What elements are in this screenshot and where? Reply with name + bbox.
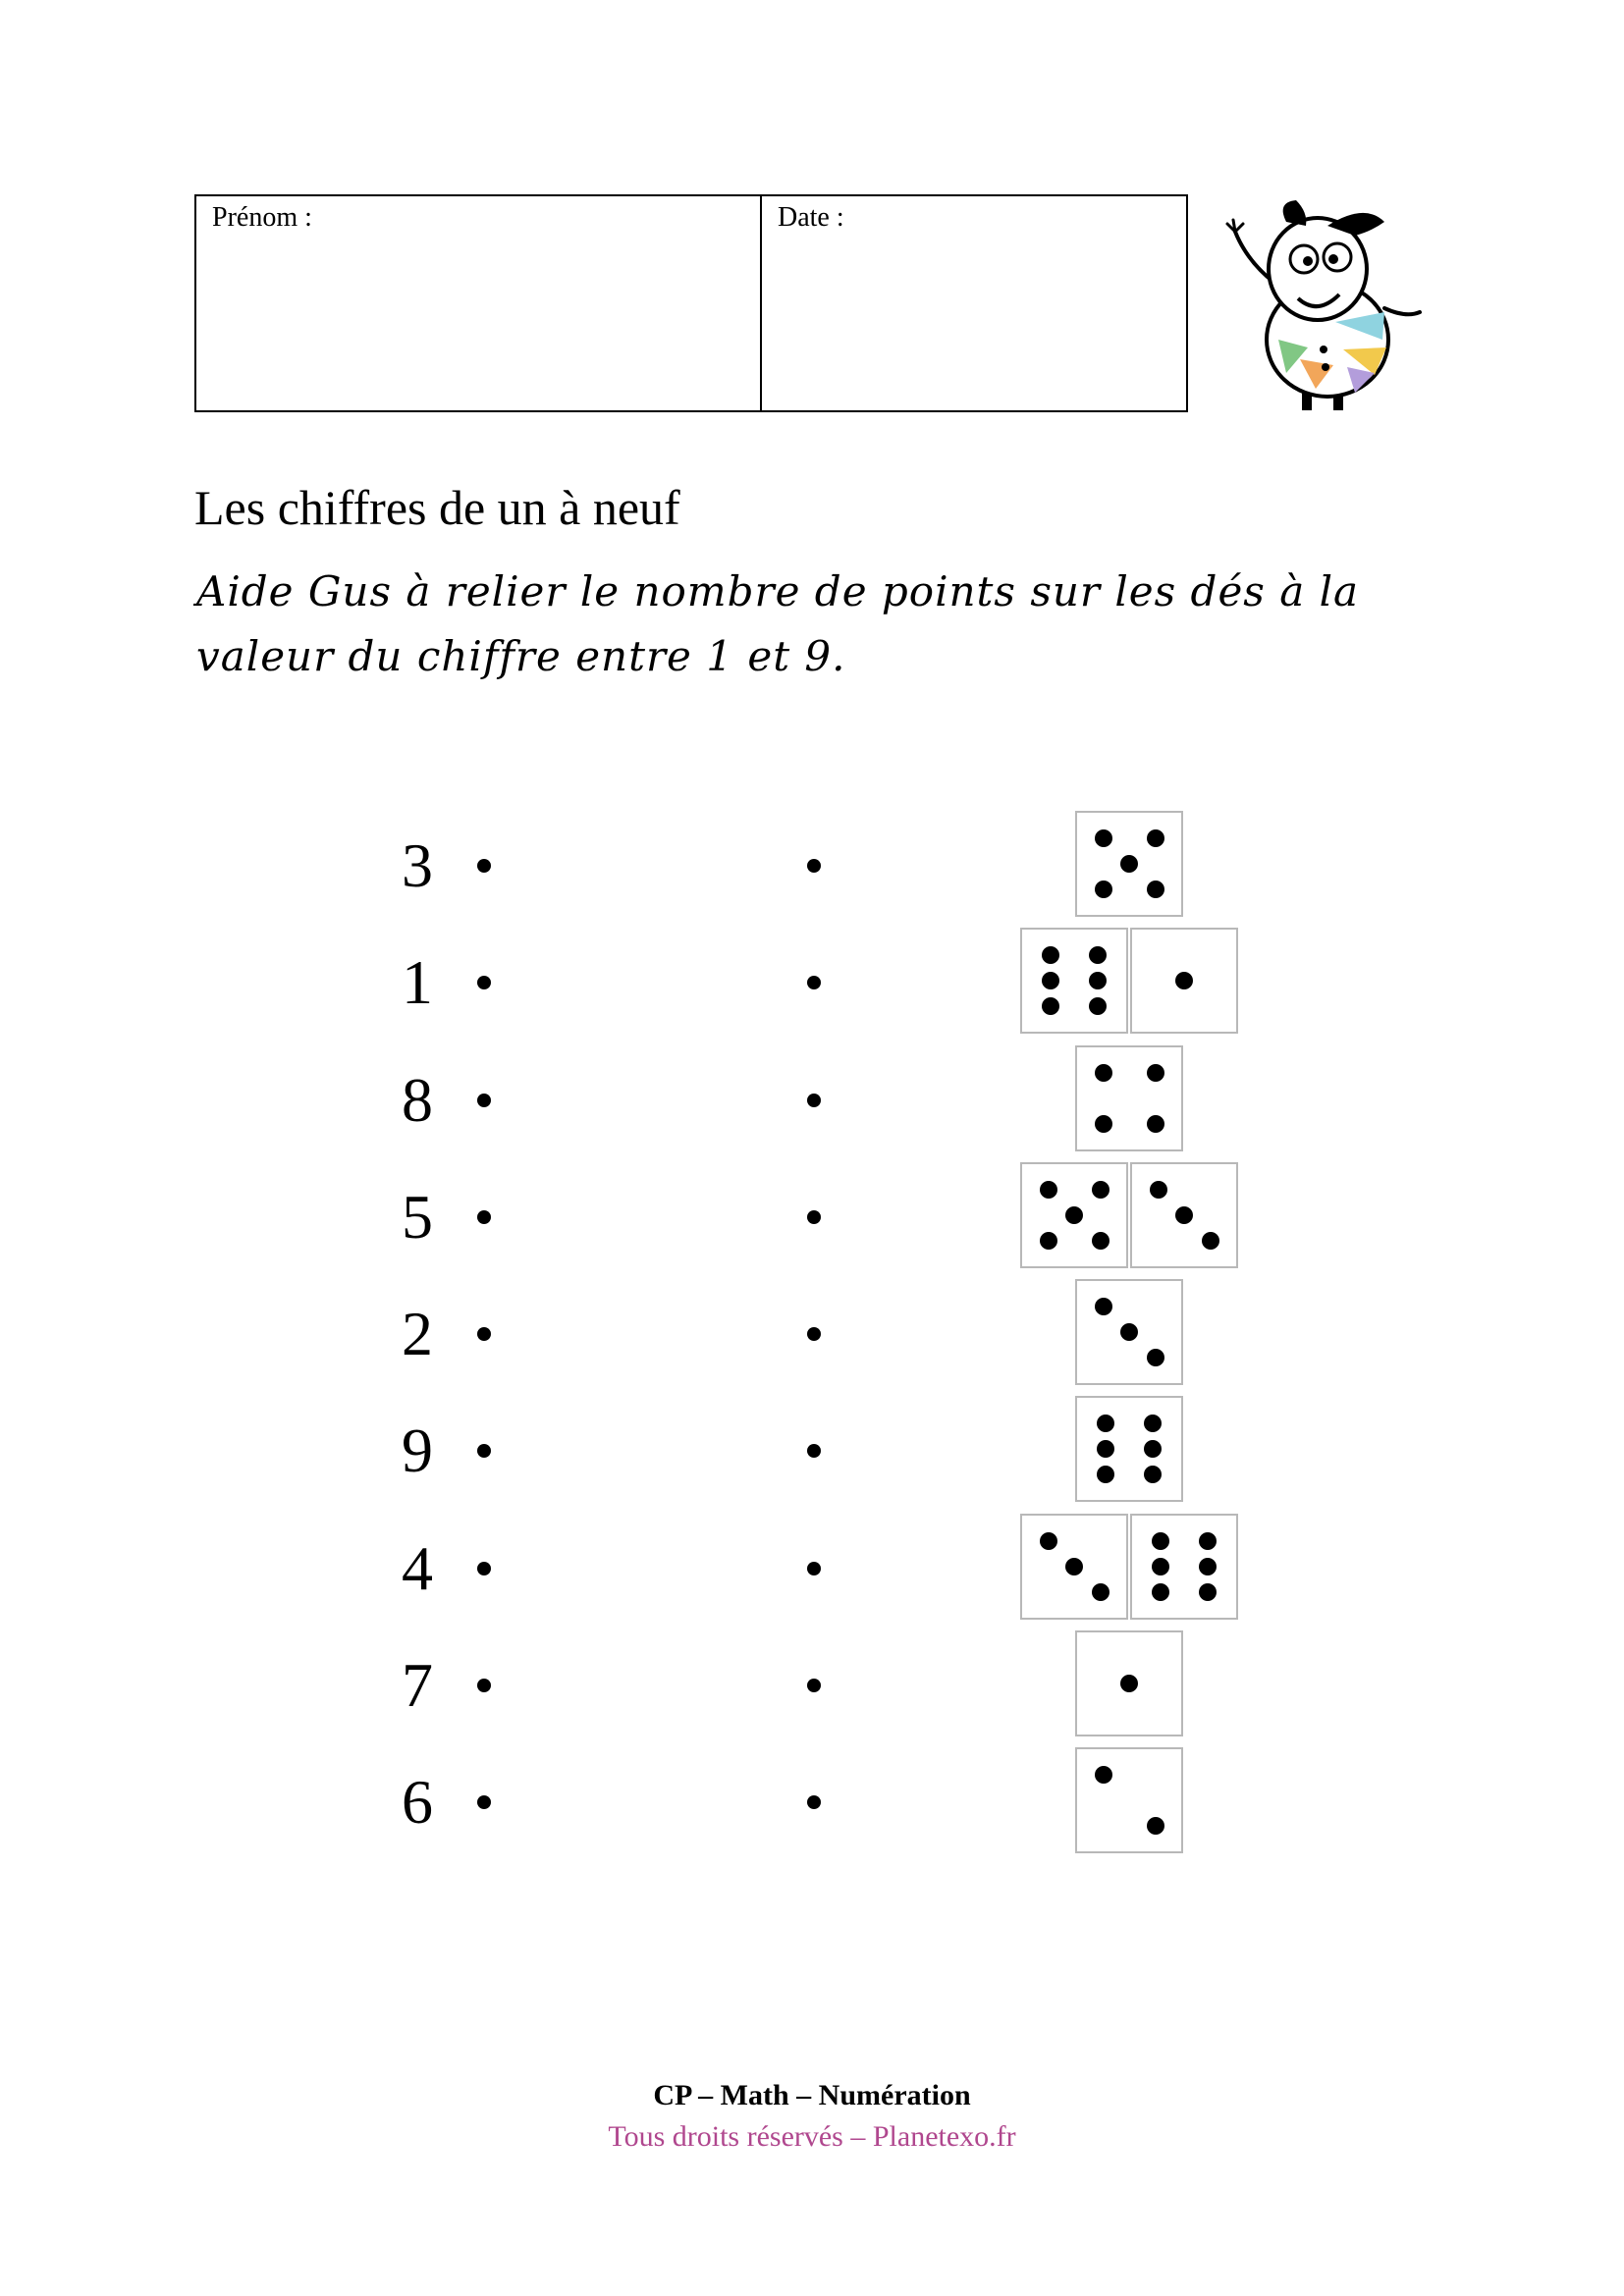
die-pip [1095,1766,1112,1784]
die-pip [1095,1115,1112,1133]
exercise-row [0,924,1624,1041]
die-pip [1097,1440,1114,1458]
die-pip [1152,1532,1169,1550]
die-pip [1097,1415,1114,1432]
die-pip [1120,855,1138,873]
numeral: 4 [402,1532,433,1603]
page-title: Les chiffres de un à neuf [194,480,680,535]
prenom-cell[interactable] [196,196,762,410]
exercise-row [0,1743,1624,1861]
left-connector-dot[interactable] [477,1444,491,1458]
die-pip [1120,1323,1138,1341]
die-pip [1147,1817,1164,1835]
die-face-icon [1075,1630,1183,1736]
left-connector-dot[interactable] [477,1795,491,1809]
die-pip [1144,1466,1162,1483]
die-pip [1092,1181,1110,1199]
exercise-row [0,1510,1624,1628]
die-pip [1147,1115,1164,1133]
die-pip [1042,972,1059,989]
exercise-row [0,1158,1624,1276]
die-face-icon [1075,1747,1183,1853]
footer-subject: CP – Math – Numération [653,2079,971,2111]
date-label: Date : [778,202,844,233]
die-face-icon [1075,1396,1183,1502]
numeral: 9 [402,1415,433,1486]
die-pip [1199,1532,1217,1550]
die-face-icon [1075,811,1183,917]
die-face-icon [1130,1162,1238,1268]
instructions-line-2: valeur du chiffre entre 1 et 9. [196,632,846,680]
die-pip [1065,1558,1083,1575]
die-pip [1095,1298,1112,1315]
left-connector-dot[interactable] [477,976,491,989]
footer-copyright: Tous droits réservés – Planetexo.fr [608,2120,1016,2153]
die-pip [1040,1181,1057,1199]
die-pip [1202,1232,1219,1250]
die-pip [1152,1583,1169,1601]
left-connector-dot[interactable] [477,1562,491,1575]
instructions [196,560,1375,689]
die-pip [1089,972,1107,989]
left-connector-dot[interactable] [477,1094,491,1107]
die-pip [1147,829,1164,847]
die-pip [1095,881,1112,898]
die-pip [1144,1415,1162,1432]
left-connector-dot[interactable] [477,1327,491,1341]
numeral: 8 [402,1064,433,1135]
die-face-icon [1075,1279,1183,1385]
numeral: 1 [402,947,433,1018]
right-connector-dot[interactable] [807,976,821,989]
right-connector-dot[interactable] [807,1094,821,1107]
die-pip [1089,946,1107,964]
die-pip [1175,1206,1193,1224]
die-pip [1097,1466,1114,1483]
die-pip [1150,1181,1167,1199]
right-connector-dot[interactable] [807,1444,821,1458]
numeral: 2 [402,1299,433,1368]
die-pip [1042,946,1059,964]
die-face-icon [1020,928,1128,1034]
die-pip [1040,1532,1057,1550]
die-pip [1147,1064,1164,1082]
die-face-icon [1020,1162,1128,1268]
die-pip [1152,1558,1169,1575]
numeral: 7 [402,1649,433,1720]
numeral: 6 [402,1767,433,1837]
die-pip [1092,1232,1110,1250]
sheep-mascot-icon [1218,192,1434,420]
die-pip [1095,829,1112,847]
date-cell[interactable] [762,196,1186,410]
die-pip [1089,997,1107,1015]
numeral: 5 [402,1181,433,1252]
exercise-row [0,1627,1624,1744]
die-face-icon [1130,1514,1238,1620]
prenom-label: Prénom : [212,202,312,233]
right-connector-dot[interactable] [807,1327,821,1341]
die-pip [1065,1206,1083,1224]
die-pip [1092,1583,1110,1601]
instructions-line-1: Aide Gus à relier le nombre de points sur les dés à la [196,567,1360,615]
die-pip [1095,1064,1112,1082]
die-pip [1147,881,1164,898]
right-connector-dot[interactable] [807,1210,821,1224]
right-connector-dot[interactable] [807,1679,821,1692]
die-face-icon [1075,1045,1183,1151]
die-pip [1147,1349,1164,1366]
die-face-icon [1130,928,1238,1034]
exercise-row [0,1041,1624,1159]
die-face-icon [1020,1514,1128,1620]
die-pip [1040,1232,1057,1250]
exercise-row [0,1392,1624,1510]
die-pip [1144,1440,1162,1458]
die-pip [1120,1675,1138,1692]
right-connector-dot[interactable] [807,859,821,873]
right-connector-dot[interactable] [807,1562,821,1575]
die-pip [1199,1583,1217,1601]
exercise-row [0,807,1624,925]
exercise-row [0,1275,1624,1393]
die-pip [1199,1558,1217,1575]
die-pip [1042,997,1059,1015]
numeral: 3 [402,830,433,900]
name-date-box [194,194,1188,412]
die-pip [1175,972,1193,989]
right-connector-dot[interactable] [807,1795,821,1809]
left-connector-dot[interactable] [477,1679,491,1692]
left-connector-dot[interactable] [477,1210,491,1224]
left-connector-dot[interactable] [477,859,491,873]
